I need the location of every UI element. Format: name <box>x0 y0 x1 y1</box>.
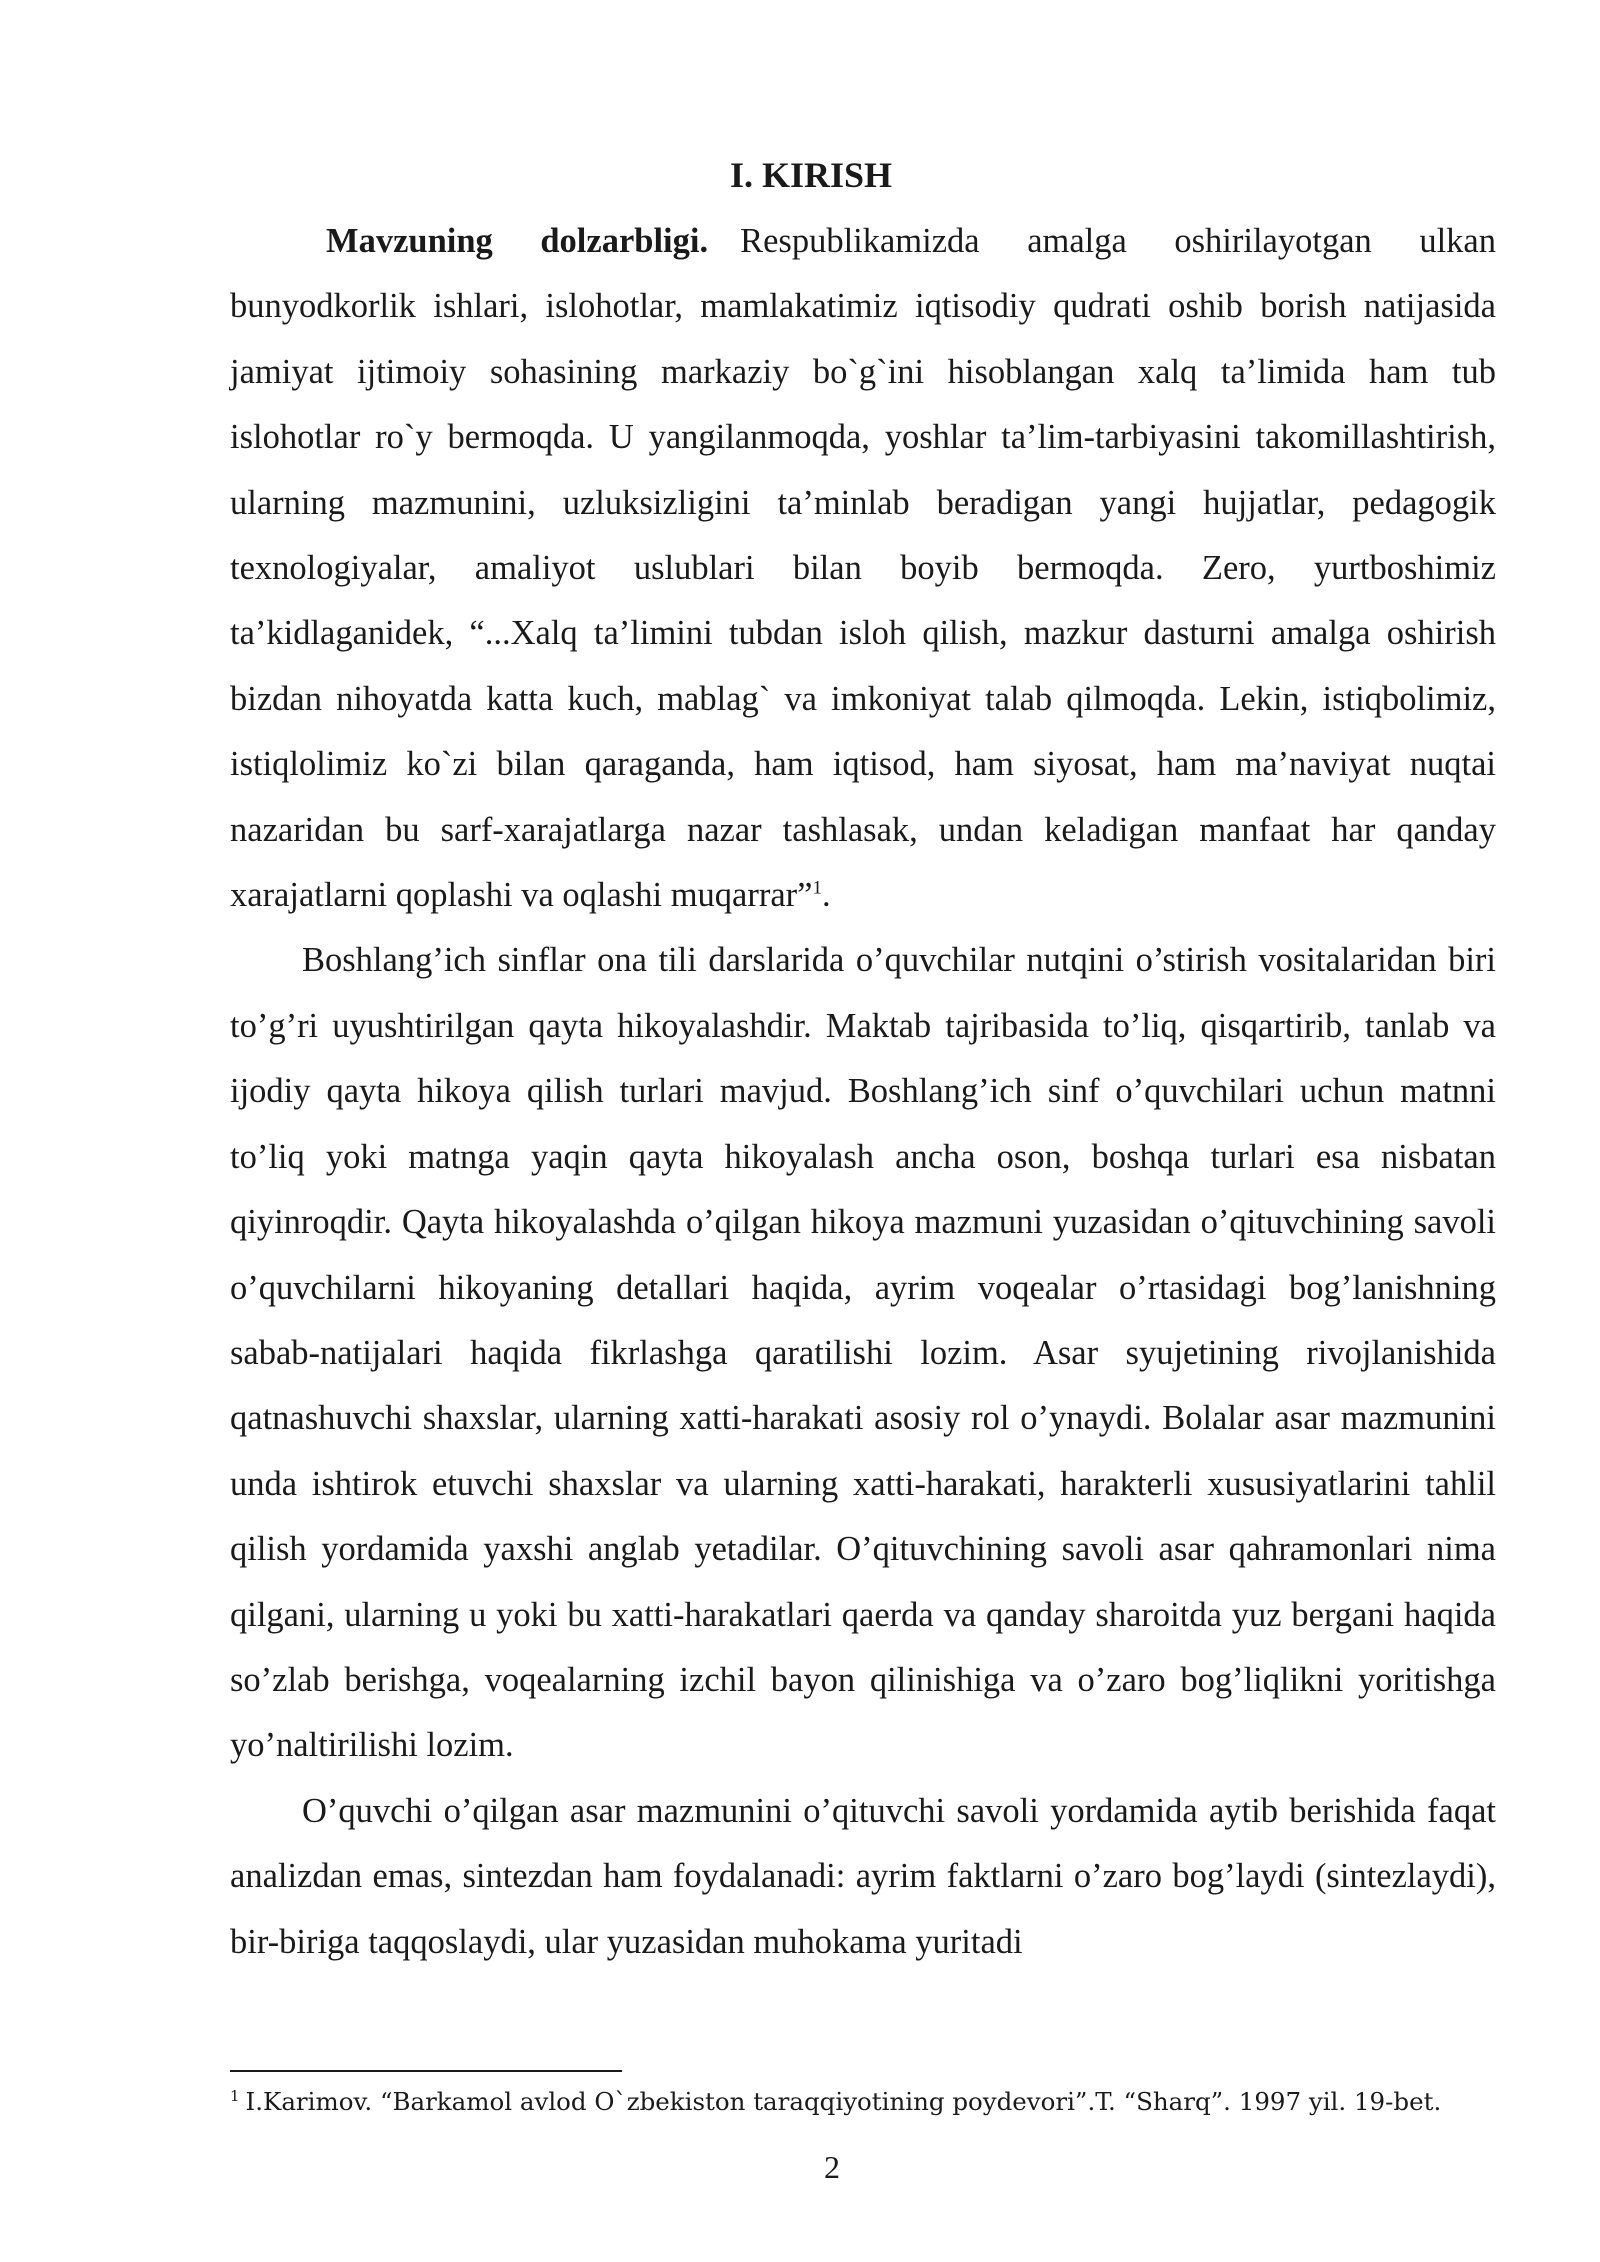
paragraph-retelling: Boshlang’ich sinflar ona tili darslarida o’quvchilar nutqini o’stirish vositalaridan biri to’g’ri uyushtirilgan qayta hikoyalashdir. Maktab tajribasida to’liq, qisqartirib, tanlab va ijodiy qayta hikoya qilish turlari mavjud. Boshlang’ich sinf o’quvchilari uchun matnni to’liq yoki matnga yaqin qayta hikoyalash ancha oson, boshqa turlari esa nisbatan qiyinroqdir. Qayta hikoyalashda o’qilgan hikoya mazmuni yuzasidan o’qituvchining savoli o’quvchilarni hikoyaning detallari haqida, ayrim voqealar o’rtasidagi bog’lanishning sabab-natijalari haqida fikrlashga qaratilishi lozim. Asar syujetining rivojlanishida qatnashuvchi shaxslar, ularning xatti-harakati asosiy rol o’ynaydi. Bolalar asar mazmunini unda ishtirok etuvchi shaxslar va ularning xatti-harakati, harakterli xususiyatlarini tahlil qilish yordamida yaxshi anglab yetadilar. O’qituvchining savoli asar qahramonlari nima qilgani, ularning u yoki bu xatti-harakatlari qaerda va qanday sharoitda yuz bergani haqida so’zlab berishga, voqealarning izchil bayon qilinishiga va o’zaro bog’liqlikni yoritishga yo’naltirilishi lozim. <box>230 941 1496 1765</box>
section-heading: I. KIRISH <box>729 155 893 195</box>
footnote-reference[interactable]: 1 <box>812 877 822 899</box>
paragraph-relevance <box>230 209 1496 928</box>
paragraph-text: Respublikamizda amalga oshirilayotgan ulkan bunyodkorlik ishlari, islohotlar, mamlakatimiz iqtisodiy qudrati oshib borish natijasida jamiyat ijtimoiy sohasining markaziy bo`g`ini hisoblangan xalq ta’limida ham tub islohotlar ro`y bermoqda. U yangilanmoqda, yoshlar ta’lim-tarbiyasini takomillashtirish, ularning mazmunini, uzluksizligini ta’minlab beradigan yangi hujjatlar, pedagogik texnologiyalar, amaliyot uslublari bilan boyib bermoqda. Zero, yurtboshimiz ta’kidlaganidek, “...Xalq ta’limini tubdan isloh qilish, mazkur dasturni amalga oshirish bizdan nihoyatda katta kuch, mablag` va imkoniyat talab qilmoqda. Lekin, istiqbolimiz, istiqlolimiz ko`zi bilan qaraganda, ham iqtisod, ham siyosat, ham ma’naviyat nuqtai nazaridan bu sarf-xarajatlarga nazar tashlasak, undan keladigan manfaat har qanday xarajatlarni qoplashi va oqlashi muqarrar” <box>230 222 1496 915</box>
footnote <box>230 2084 1530 2120</box>
page-number: 2 <box>824 2149 840 2185</box>
footnote-separator <box>230 2070 622 2072</box>
paragraph-end: . <box>821 876 831 915</box>
body-text <box>230 209 1496 1975</box>
paragraph-lead: Mavzuning dolzarbligi. <box>326 222 709 260</box>
paragraph-analysis: O’quvchi o’qilgan asar mazmunini o’qituvchi savoli yordamida aytib berishida faqat analizdan emas, sintezdan ham foydalanadi: ayrim faktlarni o’zaro bog’laydi (sintezlaydi), bir-biriga taqqoslaydi, ular yuzasidan muhokama yuritadi <box>230 1791 1496 1961</box>
footnote-text: I.Karimov. “Barkamol avlod O`zbekiston taraqqiyotining poydevori”.T. “Sharq”. 1997 yil. 19-bet. <box>245 2087 1442 2116</box>
footnote-number: 1 <box>230 2086 240 2105</box>
